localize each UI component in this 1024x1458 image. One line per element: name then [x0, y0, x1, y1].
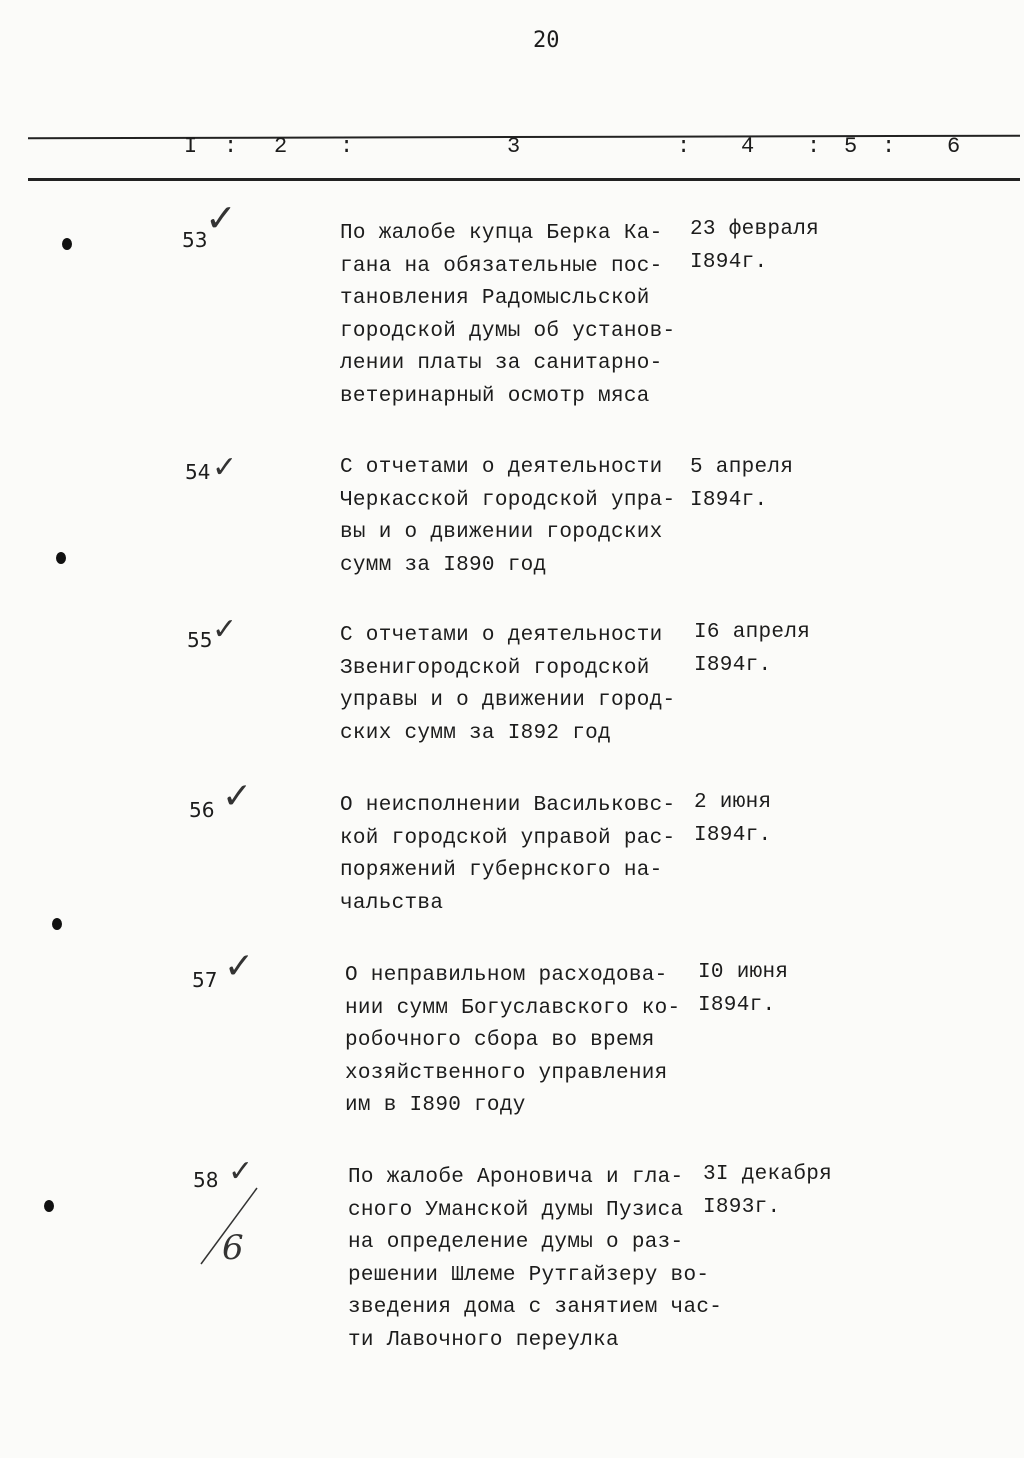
checkmark-icon: ✓ [228, 1154, 254, 1189]
column-separator: : [882, 134, 896, 159]
column-separator: : [224, 134, 238, 159]
checkmark-icon: ✓ [205, 196, 237, 240]
entry-date: I6 апреля I894г. [694, 621, 811, 677]
entry-description: С отчетами о деятельности Звенигородской городской управы и о движении город- ских сумм за I892 год [340, 624, 676, 745]
checkmark-icon: ✓ [224, 946, 255, 987]
entry-number: 58 [193, 1168, 219, 1192]
column-header: I [184, 134, 198, 159]
column-header: 5 [844, 134, 858, 159]
header-bottom-rule [28, 178, 1020, 181]
column-separator: : [807, 134, 821, 159]
entry-description: По жалобе купца Берка Ка- гана на обязательные пос- тановления Радомысльской городской думы об установ- лении платы за санитарно- ветеринарный осмотр мяса [340, 222, 676, 408]
column-header: 3 [507, 134, 521, 159]
binding-hole [56, 552, 66, 564]
entry-date: 5 апреля I894г. [690, 456, 794, 512]
column-header: 2 [274, 134, 288, 159]
entry-description: О неисполнении Васильковс- кой городской управой рас- поряжений губернского на- чальства [340, 794, 676, 915]
entry-number: 53 [182, 228, 208, 252]
binding-hole [52, 918, 62, 930]
entry-date: 3I декабря I893г. [703, 1163, 833, 1219]
entry-description: С отчетами о деятельности Черкасской городской упра- вы и о движении городских сумм за I890 год [340, 456, 676, 577]
entry-number: 56 [189, 798, 215, 822]
column-separator: : [340, 134, 354, 159]
entry-description: О неправильном расходова- нии сумм Богуславского ко- робочного сбора во время хозяйственного управления им в I890 году [345, 964, 681, 1117]
entry-date: 23 февраля I894г. [690, 218, 820, 274]
binding-hole [62, 238, 72, 250]
entry-number: 57 [192, 968, 218, 992]
entry-date: 2 июня I894г. [694, 791, 772, 847]
entry-description: По жалобе Ароновича и гла- сного Уманской думы Пузиса на определение думы о раз- решении Шлеме Рутгайзеру во- зведения дома с занятием час- ти Лавочного переулка [348, 1166, 723, 1352]
column-header: 4 [741, 134, 755, 159]
handwritten-annotation: 6 [222, 1228, 244, 1268]
header-top-rule [28, 135, 1020, 140]
entry-number: 54 [185, 460, 211, 484]
checkmark-icon: ✓ [212, 612, 238, 647]
entry-number: 55 [187, 628, 213, 652]
checkmark-icon: ✓ [222, 776, 253, 817]
column-header: 6 [947, 134, 961, 159]
column-separator: : [677, 134, 691, 159]
checkmark-icon: ✓ [212, 450, 238, 485]
binding-hole [44, 1200, 54, 1212]
entry-date: I0 июня I894г. [698, 961, 789, 1017]
page-number: 20 [533, 28, 560, 53]
